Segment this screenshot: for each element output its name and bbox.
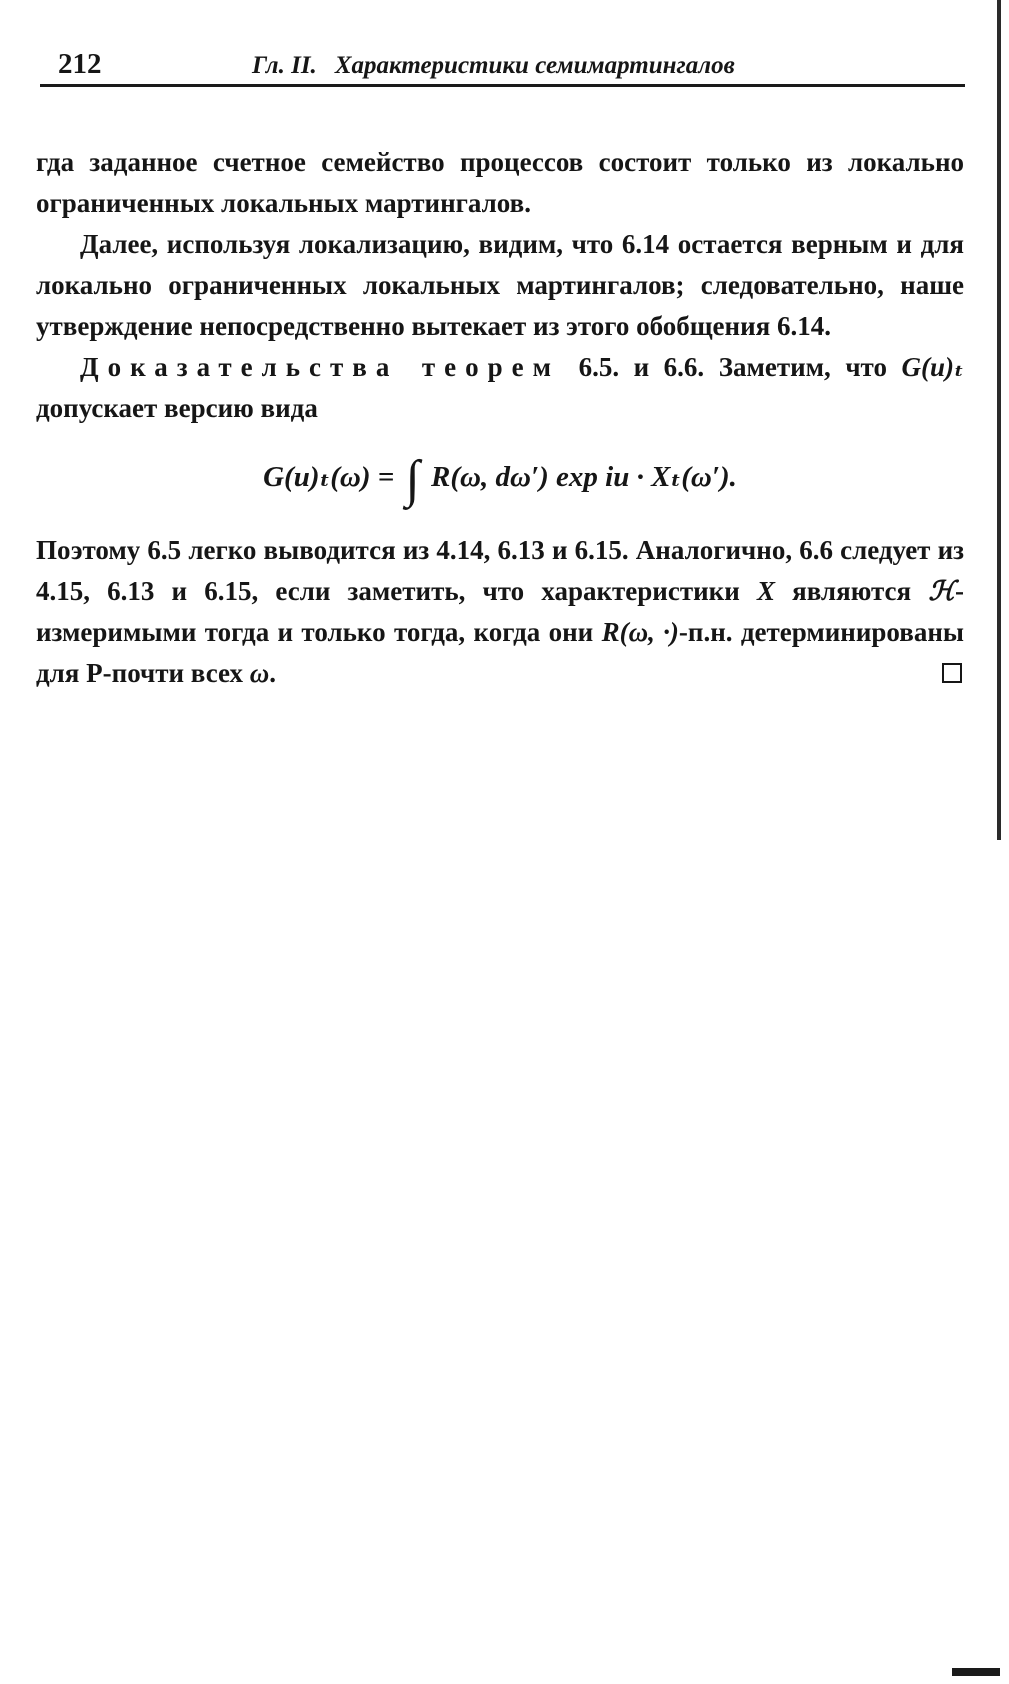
paragraph-4-text-c: -измеримыми тогда и только тогда, когда они [36, 576, 964, 647]
header-rule [40, 84, 965, 87]
paragraph-4-text-b: являются [774, 576, 929, 606]
display-formula [36, 447, 964, 510]
page-number: 212 [58, 48, 102, 80]
chapter-title: Характеристики семимартингалов [334, 52, 735, 79]
integral-sign: ∫ [405, 451, 420, 508]
paragraph-3 [36, 347, 964, 429]
paragraph-4-text-a: Поэтому 6.5 легко выводится из 4.14, 6.13 и 6.15. Аналогично, 6.6 следует из 4.15, 6.13 и 6.15, если заметить, что характеристики [36, 535, 964, 606]
bottom-mark [952, 1668, 1000, 1676]
math-r: R(ω, ·) [601, 617, 679, 647]
paragraph-3-text-b: допускает версию вида [36, 393, 318, 423]
page-edge [997, 0, 1001, 840]
paragraph-3-text-a: 6.5. и 6.6. Заметим, что [564, 352, 902, 382]
paragraph-4-end: . [269, 658, 277, 688]
page-header [40, 44, 965, 84]
formula-left: G(u)ₜ(ω) = [263, 461, 395, 493]
paragraph-4-text-d: -п.н. детерминированы для P-почти всех [36, 617, 964, 688]
paragraph-4 [36, 530, 964, 694]
math-omega: ω [249, 658, 270, 688]
body-text [36, 142, 964, 694]
paragraph-1: гда заданное счетное семейство процессов состоит только из локально ограниченных локальных мартингалов. [36, 147, 964, 218]
proof-heading: Доказательства теорем [80, 352, 561, 382]
math-x: X [756, 576, 775, 606]
qed-square-icon [942, 663, 962, 683]
formula-right: R(ω, dω′) exp iu · Xₜ(ω′). [431, 461, 737, 493]
math-h: ℋ [928, 576, 955, 606]
inline-math-g: G(u)ₜ [901, 352, 965, 382]
chapter-label: Гл. II. [252, 52, 317, 79]
paragraph-2: Далее, используя локализацию, видим, что 6.14 остается верным и для локально ограниченных локальных мартингалов; следовательно, наше утверждение непосредственно вытекает из этого обобщения 6.14. [36, 229, 964, 341]
running-head [252, 52, 735, 80]
